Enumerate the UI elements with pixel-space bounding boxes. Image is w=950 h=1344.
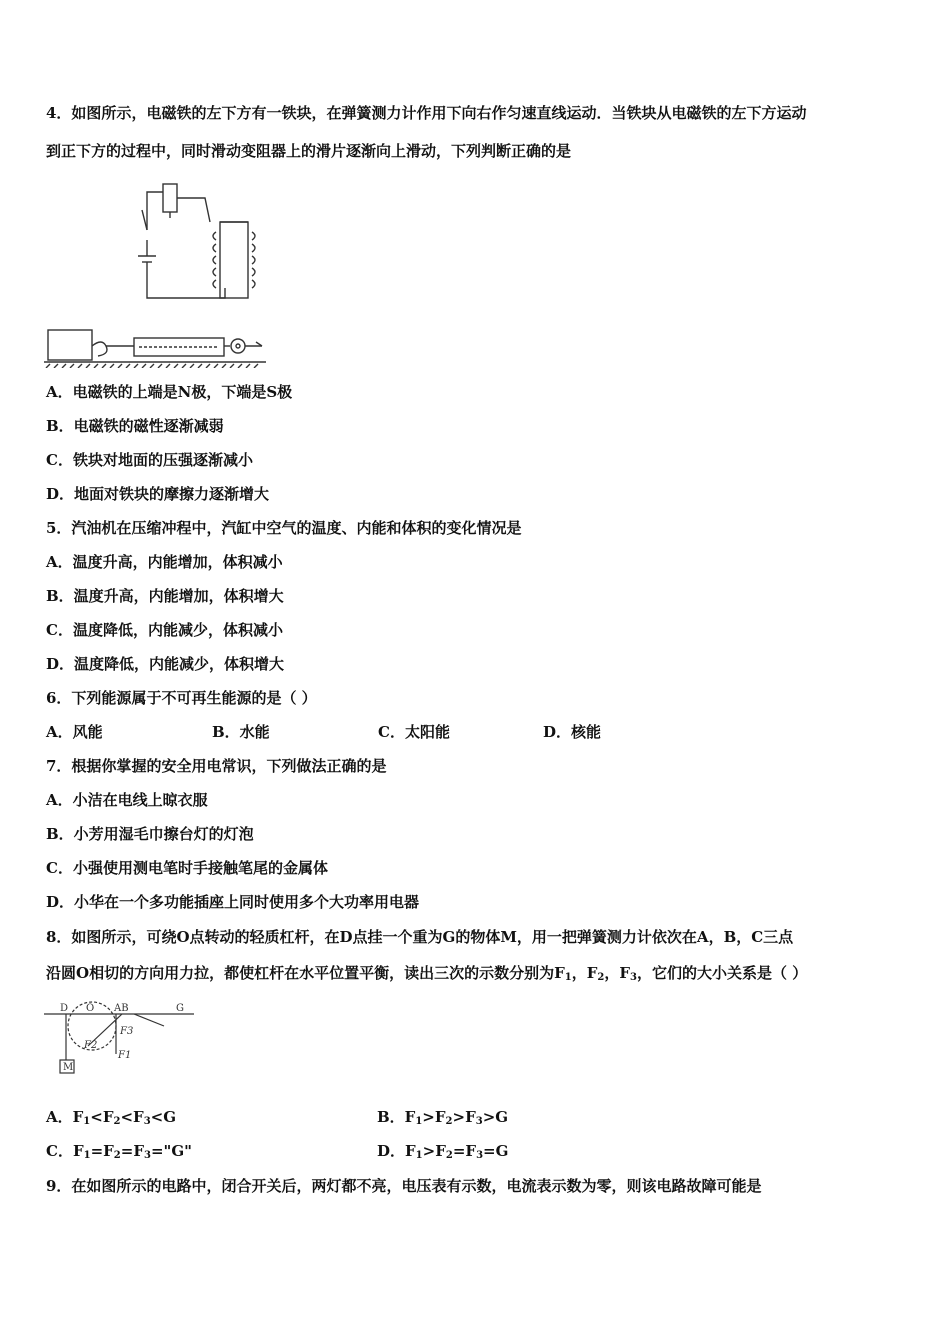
q7-option-a: A．小洁在电线上晾衣服 — [46, 791, 208, 809]
q5-stem: 5．汽油机在压缩冲程中，汽缸中空气的温度、内能和体积的变化情况是 — [46, 519, 522, 537]
q5-option-d: D．温度降低，内能减少，体积增大 — [46, 655, 285, 673]
label-d: D — [60, 1003, 69, 1014]
q4-stem-line2: 到正下方的过程中，同时滑动变阻器上的滑片逐渐向上滑动，下列判断正确的是 — [46, 142, 572, 160]
q4-stem-line1: 4．如图所示，电磁铁的左下方有一铁块，在弹簧测力计作用下向右作匀速直线运动．当铁块从电磁铁的左下方运动 — [46, 104, 807, 122]
q6-option-d: D．核能 — [543, 723, 602, 741]
q4-option-a: A．电磁铁的上端是N极，下端是S极 — [46, 383, 293, 401]
q4-option-c: C．铁块对地面的压强逐渐减小 — [46, 451, 253, 469]
q5-option-a: A．温度升高，内能增加，体积减小 — [46, 553, 283, 571]
q7-option-d: D．小华在一个多功能插座上同时使用多个大功率用电器 — [46, 893, 420, 911]
label-f1: F1 — [118, 1050, 132, 1061]
q9-stem: 9．在如图所示的电路中，闭合开关后，两灯都不亮，电压表有示数，电流表示数为零，则该电路故障可能是 — [46, 1177, 762, 1195]
q8-option-c: C．$F_1=F_2=F_3="G$" — [46, 1142, 192, 1161]
label-g: G — [176, 1003, 184, 1014]
q4-option-d: D．地面对铁块的摩擦力逐渐增大 — [46, 485, 270, 503]
q8-option-d: D．$F_1>F_2=F_3=G$ — [377, 1142, 509, 1161]
q7-stem: 7．根据你掌握的安全用电常识，下列做法正确的是 — [46, 757, 387, 775]
label-f3: F3 — [120, 1026, 134, 1037]
q8-lever-figure — [44, 1000, 204, 1078]
q4-option-b: B．电磁铁的磁性逐渐减弱 — [46, 417, 224, 435]
label-f2: F2 — [84, 1040, 98, 1051]
q8-option-a: A．$F_1<F_2<F_3<G$ — [46, 1108, 177, 1127]
q8-stem-line1: 8．如图所示，可绕O点转动的轻质杠杆，在D点挂一个重为G的物体M，用一把弹簧测力计依次在A，B，C三点 — [46, 928, 794, 946]
q6-option-b: B．水能 — [212, 723, 270, 741]
q4-circuit-figure — [130, 170, 265, 305]
q4-block-spring-figure — [44, 326, 266, 368]
label-o: O — [86, 1003, 95, 1014]
label-m: M — [63, 1062, 74, 1073]
q6-option-a: A．风能 — [46, 723, 103, 741]
label-ab: AB — [114, 1003, 129, 1014]
q6-option-c: C．太阳能 — [378, 723, 450, 741]
q6-stem: 6．下列能源属于不可再生能源的是（ ） — [46, 689, 317, 707]
q7-option-c: C．小强使用测电笔时手接触笔尾的金属体 — [46, 859, 328, 877]
q7-option-b: B．小芳用湿毛巾擦台灯的灯泡 — [46, 825, 254, 843]
q5-option-b: B．温度升高，内能增加，体积增大 — [46, 587, 284, 605]
q8-option-b: B．$F_1>F_2>F_3>G$ — [377, 1108, 509, 1127]
q8-stem-line2: 沿圆O相切的方向用力拉，都使杠杆在水平位置平衡，读出三次的示数分别为$F_1$，$F_2$，$F_3$，它们的大小关系是（ ） — [46, 964, 808, 983]
q5-option-c: C．温度降低，内能减少，体积减小 — [46, 621, 283, 639]
